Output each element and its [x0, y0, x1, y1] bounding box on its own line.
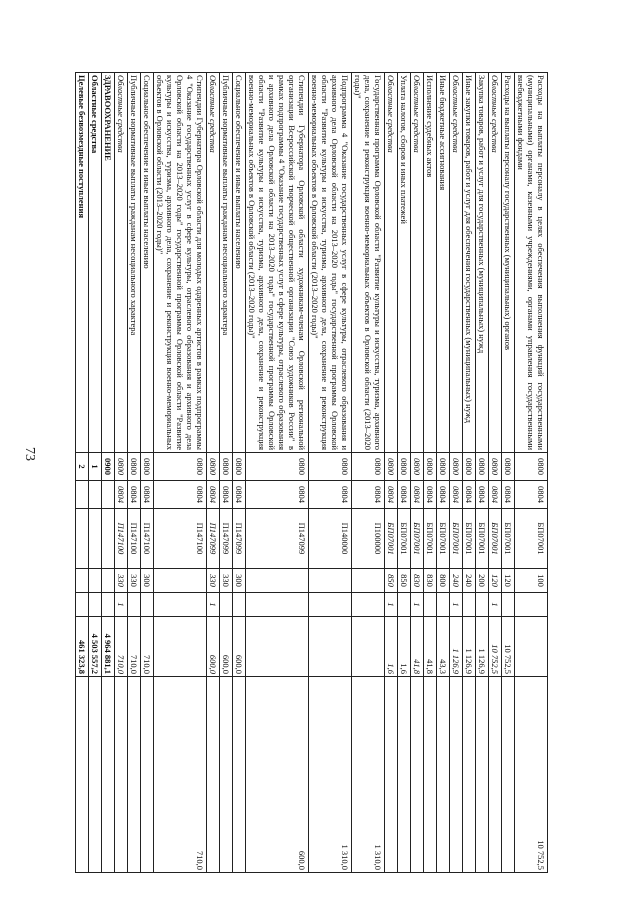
- table-row: [424, 73, 437, 873]
- total-amount-cell: [233, 677, 246, 873]
- amount-cell: 710,0: [115, 617, 128, 677]
- row-name-cell: Областные средства: [207, 73, 220, 453]
- source-code-cell: [437, 593, 450, 617]
- target-article-cell: [76, 509, 89, 569]
- table-row: [233, 73, 246, 873]
- page-number: 73: [22, 447, 37, 461]
- total-amount-cell: [89, 677, 102, 873]
- section-code-cell: 0800: [424, 453, 437, 481]
- expense-type-cell: 830: [411, 569, 424, 593]
- subsection-code-cell: 0804: [476, 481, 489, 509]
- target-article-cell: П147100: [128, 509, 141, 569]
- target-article-cell: П147099: [246, 509, 309, 569]
- table-row: [385, 73, 398, 873]
- source-code-cell: [141, 593, 154, 617]
- amount-cell: 10 752,5: [489, 617, 502, 677]
- table-row: [450, 73, 463, 873]
- amount-cell: 600,0: [207, 617, 220, 677]
- table-row: [141, 73, 154, 873]
- subsection-code-cell: 0804: [489, 481, 502, 509]
- row-name-cell: Расходы на выплаты персоналу в целях обеспечения выполнения функций государственными (муниципальными) органами, казенными учреждениями, органами управления государственными внебюджетными фондами: [515, 73, 548, 453]
- total-amount-cell: [220, 677, 233, 873]
- section-code-cell: 0800: [207, 453, 220, 481]
- total-amount-cell: 600,0: [246, 677, 309, 873]
- target-article-cell: П147100: [141, 509, 154, 569]
- row-name-cell: Иные бюджетные ассигнования: [437, 73, 450, 453]
- expense-type-cell: 300: [233, 569, 246, 593]
- expense-type-cell: [309, 569, 352, 593]
- total-amount-cell: 10 752,5: [515, 677, 548, 873]
- target-article-cell: П100000: [352, 509, 385, 569]
- expense-type-cell: 850: [398, 569, 411, 593]
- row-name-cell: Целевые безвозмездные поступления: [76, 73, 89, 453]
- table-row: [476, 73, 489, 873]
- total-amount-cell: [76, 677, 89, 873]
- subsection-code-cell: 0804: [450, 481, 463, 509]
- source-code-cell: [154, 593, 207, 617]
- row-name-cell: Подпрограмма 4 "Оказание государственных услуг в сфере культуры, отраслевого образования и архивного дела Орловской области на 2013–2020 годы" государственной программы Орловской области "Развитие культуры и искусства, туризма, архивного дела, сохранение и реконструкция военно-мемориальных объектов в Орловской области (2013–2020 годы)": [309, 73, 352, 453]
- section-code-cell: 0800: [233, 453, 246, 481]
- amount-cell: 1,6: [398, 617, 411, 677]
- table-row: [220, 73, 233, 873]
- amount-cell: [515, 617, 548, 677]
- subsection-code-cell: 0804: [233, 481, 246, 509]
- row-name-cell: Уплата налогов, сборов и иных платежей: [398, 73, 411, 453]
- table-row: [437, 73, 450, 873]
- section-code-cell: 0800: [515, 453, 548, 481]
- total-amount-cell: [450, 677, 463, 873]
- section-code-cell: 0800: [115, 453, 128, 481]
- table-row: [502, 73, 515, 873]
- expense-type-cell: 240: [463, 569, 476, 593]
- table-row: [515, 73, 548, 873]
- total-amount-cell: [411, 677, 424, 873]
- row-name-cell: Расходы на выплаты персоналу государственных (муниципальных) органов: [502, 73, 515, 453]
- table-row: [207, 73, 220, 873]
- source-code-cell: [424, 593, 437, 617]
- row-name-cell: Публичные нормативные выплаты гражданам несоциального характера: [220, 73, 233, 453]
- total-amount-cell: [463, 677, 476, 873]
- table-row: [489, 73, 502, 873]
- target-article-cell: [102, 509, 115, 569]
- expense-type-cell: 300: [141, 569, 154, 593]
- total-amount-cell: [115, 677, 128, 873]
- source-code-cell: [309, 593, 352, 617]
- expense-type-cell: [154, 569, 207, 593]
- amount-cell: 1 126,9: [463, 617, 476, 677]
- section-code-cell: 0800: [141, 453, 154, 481]
- expense-type-cell: 330: [128, 569, 141, 593]
- expense-type-cell: 240: [450, 569, 463, 593]
- total-amount-cell: 710,0: [154, 677, 207, 873]
- subsection-code-cell: 0804: [220, 481, 233, 509]
- subsection-code-cell: [89, 481, 102, 509]
- section-code-cell: 0800: [398, 453, 411, 481]
- subsection-code-cell: [76, 481, 89, 509]
- target-article-cell: БП07001: [450, 509, 463, 569]
- amount-cell: 4 503 557,2: [89, 617, 102, 677]
- section-code-cell: 0800: [476, 453, 489, 481]
- table-row: [89, 73, 102, 873]
- expense-type-cell: 830: [424, 569, 437, 593]
- row-name-cell: Стипендии Губернатора Орловской области для молодых одаренных артистов в рамках подпрограммы 4 "Оказание государственных услуг в сфере культуры, отраслевого образования и архивного дела Орловской области на 2013–2020 годы" государственной программы Орловской области "Развитие культуры и искусства, туризма, архивного дела, сохранение и реконструкция военно-мемориальных объектов в Орловской области (2013–2020 годы)": [154, 73, 207, 453]
- row-name-cell: Государственная программа Орловской области "Развитие культуры и искусства, туризма, архивного дела, сохранение и реконструкция военно-мемориальных объектов в Орловской области (2013–2020 годы)": [352, 73, 385, 453]
- source-code-cell: 1: [385, 593, 398, 617]
- subsection-code-cell: 0804: [128, 481, 141, 509]
- total-amount-cell: [102, 677, 115, 873]
- subsection-code-cell: 0804: [437, 481, 450, 509]
- section-code-cell: 2: [76, 453, 89, 481]
- section-code-cell: 0800: [411, 453, 424, 481]
- expense-type-cell: [352, 569, 385, 593]
- amount-cell: 1 126,9: [450, 617, 463, 677]
- amount-cell: [154, 617, 207, 677]
- expense-type-cell: [102, 569, 115, 593]
- section-code-cell: 0800: [246, 453, 309, 481]
- source-code-cell: [76, 593, 89, 617]
- source-code-cell: [502, 593, 515, 617]
- table-row: [76, 73, 89, 873]
- subsection-code-cell: 0804: [515, 481, 548, 509]
- source-code-cell: [352, 593, 385, 617]
- amount-cell: 710,0: [141, 617, 154, 677]
- row-name-cell: Областные средства: [411, 73, 424, 453]
- subsection-code-cell: 0804: [502, 481, 515, 509]
- section-code-cell: 0800: [154, 453, 207, 481]
- source-code-cell: 1: [115, 593, 128, 617]
- target-article-cell: П147100: [154, 509, 207, 569]
- subsection-code-cell: 0804: [246, 481, 309, 509]
- target-article-cell: П147100: [115, 509, 128, 569]
- amount-cell: [309, 617, 352, 677]
- source-code-cell: [246, 593, 309, 617]
- source-code-cell: [89, 593, 102, 617]
- table-row: [115, 73, 128, 873]
- budget-table: [75, 72, 548, 873]
- row-name-cell: Областные средства: [489, 73, 502, 453]
- source-code-cell: 1: [489, 593, 502, 617]
- row-name-cell: Областные средства: [385, 73, 398, 453]
- amount-cell: [246, 617, 309, 677]
- amount-cell: 41,8: [411, 617, 424, 677]
- subsection-code-cell: 0804: [398, 481, 411, 509]
- section-code-cell: 1: [89, 453, 102, 481]
- total-amount-cell: 1 310,0: [309, 677, 352, 873]
- row-name-cell: Социальное обеспечение и иные выплаты населению: [233, 73, 246, 453]
- target-article-cell: П140000: [309, 509, 352, 569]
- expense-type-cell: 850: [385, 569, 398, 593]
- expense-type-cell: [89, 569, 102, 593]
- row-name-cell: Публичные нормативные выплаты гражданам несоциального характера: [128, 73, 141, 453]
- source-code-cell: [220, 593, 233, 617]
- expense-type-cell: 200: [476, 569, 489, 593]
- expense-type-cell: [246, 569, 309, 593]
- expense-type-cell: 800: [437, 569, 450, 593]
- total-amount-cell: [476, 677, 489, 873]
- source-code-cell: 1: [411, 593, 424, 617]
- source-code-cell: [398, 593, 411, 617]
- budget-table-frame: [75, 72, 548, 872]
- row-name-cell: Исполнение судебных актов: [424, 73, 437, 453]
- target-article-cell: П147099: [220, 509, 233, 569]
- total-amount-cell: [424, 677, 437, 873]
- table-row: [246, 73, 309, 873]
- subsection-code-cell: [102, 481, 115, 509]
- amount-cell: 600,0: [220, 617, 233, 677]
- expense-type-cell: 330: [115, 569, 128, 593]
- table-row: [128, 73, 141, 873]
- amount-cell: 710,0: [128, 617, 141, 677]
- amount-cell: [352, 617, 385, 677]
- row-name-cell: Иные закупки товаров, работ и услуг для обеспечения государственных (муниципальных) нужд: [463, 73, 476, 453]
- section-code-cell: 0800: [463, 453, 476, 481]
- subsection-code-cell: 0804: [115, 481, 128, 509]
- section-code-cell: 0800: [385, 453, 398, 481]
- table-row: [411, 73, 424, 873]
- row-name-cell: Закупка товаров, работ и услуг для государственных (муниципальных) нужд: [476, 73, 489, 453]
- target-article-cell: БП07001: [424, 509, 437, 569]
- table-row: [102, 73, 115, 873]
- target-article-cell: БП07001: [515, 509, 548, 569]
- subsection-code-cell: 0804: [207, 481, 220, 509]
- section-code-cell: 0800: [309, 453, 352, 481]
- source-code-cell: [102, 593, 115, 617]
- expense-type-cell: 330: [207, 569, 220, 593]
- subsection-code-cell: 0804: [463, 481, 476, 509]
- target-article-cell: БП07001: [489, 509, 502, 569]
- total-amount-cell: [398, 677, 411, 873]
- target-article-cell: П147099: [207, 509, 220, 569]
- subsection-code-cell: 0804: [385, 481, 398, 509]
- row-name-cell: Областные средства: [115, 73, 128, 453]
- target-article-cell: БП07001: [411, 509, 424, 569]
- source-code-cell: [515, 593, 548, 617]
- source-code-cell: 1: [450, 593, 463, 617]
- row-name-cell: Областные средства: [450, 73, 463, 453]
- target-article-cell: БП07001: [385, 509, 398, 569]
- source-code-cell: [128, 593, 141, 617]
- target-article-cell: БП07001: [502, 509, 515, 569]
- amount-cell: 4 964 881,1: [102, 617, 115, 677]
- section-code-cell: 0800: [128, 453, 141, 481]
- subsection-code-cell: 0804: [141, 481, 154, 509]
- amount-cell: 1,6: [385, 617, 398, 677]
- total-amount-cell: [437, 677, 450, 873]
- target-article-cell: БП07001: [463, 509, 476, 569]
- section-code-cell: 0800: [220, 453, 233, 481]
- expense-type-cell: 330: [220, 569, 233, 593]
- source-code-cell: [233, 593, 246, 617]
- source-code-cell: [463, 593, 476, 617]
- amount-cell: 41,8: [424, 617, 437, 677]
- source-code-cell: [476, 593, 489, 617]
- table-row: [463, 73, 476, 873]
- target-article-cell: БП07001: [476, 509, 489, 569]
- subsection-code-cell: 0804: [411, 481, 424, 509]
- section-code-cell: 0900: [102, 453, 115, 481]
- total-amount-cell: [128, 677, 141, 873]
- amount-cell: 10 752,5: [502, 617, 515, 677]
- subsection-code-cell: 0804: [352, 481, 385, 509]
- section-code-cell: 0800: [502, 453, 515, 481]
- target-article-cell: [89, 509, 102, 569]
- amount-cell: 600,0: [233, 617, 246, 677]
- table-row: [398, 73, 411, 873]
- amount-cell: 43,3: [437, 617, 450, 677]
- subsection-code-cell: 0804: [154, 481, 207, 509]
- total-amount-cell: [489, 677, 502, 873]
- target-article-cell: БП07001: [398, 509, 411, 569]
- row-name-cell: Областные средства: [89, 73, 102, 453]
- target-article-cell: БП07001: [437, 509, 450, 569]
- expense-type-cell: 120: [502, 569, 515, 593]
- table-row: [309, 73, 352, 873]
- total-amount-cell: [385, 677, 398, 873]
- row-name-cell: Стипендии Губернатора Орловской области художникам-членам Орловской региональной организации Всероссийской творческой общественной организации "Союз художников России" в рамках подпрограммы 4 "Оказание государственных услуг в сфере культуры, отраслевого образования и архивного дела Орловской области на 2013–2020 годы" государственной программы Орловской области "Развитие культуры и искусства, туризма, архивного дела, сохранение и реконструкция военно-мемориальных объектов в Орловской области (2013–2020 годы)": [246, 73, 309, 453]
- amount-cell: 461 323,8: [76, 617, 89, 677]
- expense-type-cell: 100: [515, 569, 548, 593]
- subsection-code-cell: 0804: [424, 481, 437, 509]
- row-name-cell: ЗДРАВООХРАНЕНИЕ: [102, 73, 115, 453]
- section-code-cell: 0800: [489, 453, 502, 481]
- section-code-cell: 0800: [352, 453, 385, 481]
- total-amount-cell: 1 310,0: [352, 677, 385, 873]
- budget-table-body: [76, 73, 548, 873]
- amount-cell: 1 126,9: [476, 617, 489, 677]
- section-code-cell: 0800: [437, 453, 450, 481]
- expense-type-cell: [76, 569, 89, 593]
- expense-type-cell: 120: [489, 569, 502, 593]
- target-article-cell: П147099: [233, 509, 246, 569]
- section-code-cell: 0800: [450, 453, 463, 481]
- subsection-code-cell: 0804: [309, 481, 352, 509]
- table-row: [352, 73, 385, 873]
- total-amount-cell: [502, 677, 515, 873]
- total-amount-cell: [207, 677, 220, 873]
- source-code-cell: 1: [207, 593, 220, 617]
- table-row: [154, 73, 207, 873]
- row-name-cell: Социальное обеспечение и иные выплаты населению: [141, 73, 154, 453]
- total-amount-cell: [141, 677, 154, 873]
